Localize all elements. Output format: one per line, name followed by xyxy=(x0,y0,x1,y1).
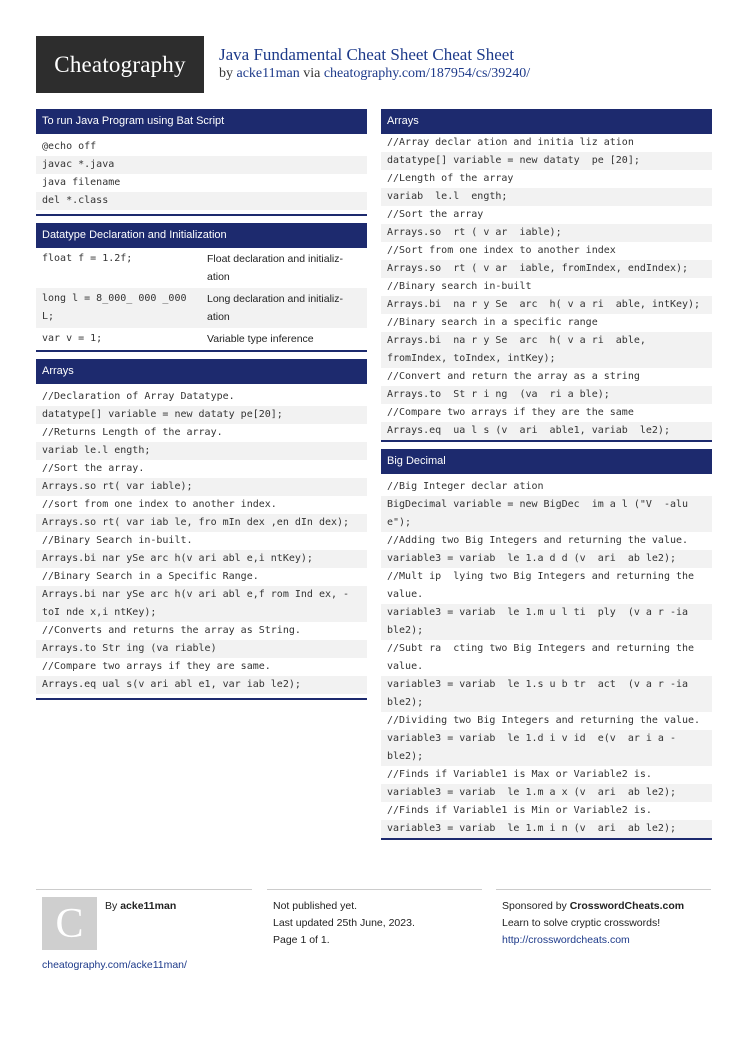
footer-divider xyxy=(36,889,252,890)
datatype-desc: Float declaration and initializ-ation xyxy=(207,253,343,283)
code-line: variable3 = variab le 1.m u l ti ply (v a r -ia ble2); xyxy=(381,604,712,640)
code-line: BigDecimal variable = new BigDec im a l ("V -alu e"); xyxy=(381,496,712,532)
code-line: variable3 = variab le 1.m a x (v ari ab le2); xyxy=(381,784,712,802)
code-line: //Finds if Variable1 is Min or Variable2 is. xyxy=(387,805,652,816)
code-line: variab le.l ength; xyxy=(381,188,712,206)
byline xyxy=(219,66,530,82)
footer-page: Page 1 of 1. xyxy=(273,934,330,946)
code-line: Arrays.so rt ( v ar iable); xyxy=(381,224,712,242)
author-link[interactable]: acke11man xyxy=(236,66,300,81)
code-line: javac *.java xyxy=(36,156,367,174)
code-line: //Length of the array xyxy=(387,173,514,184)
section-title: Datatype Declaration and Initialization xyxy=(36,223,367,248)
code-line: Arrays.so rt ( v ar iable, fromIndex, endIndex); xyxy=(381,260,712,278)
code-line: //Array declar ation and initia liz ation xyxy=(387,137,634,148)
code-line: Arrays.eq ua l s (v ari able1, variab le2); xyxy=(381,422,712,440)
footer-by: By xyxy=(105,900,118,912)
sponsored-prefix: Sponsored by xyxy=(502,900,567,912)
footer-author xyxy=(105,900,176,912)
section-bat-script xyxy=(36,109,367,216)
table-row xyxy=(36,328,367,350)
section-title: Arrays xyxy=(381,109,712,134)
code-line: //Sort from one index to another index xyxy=(387,245,616,256)
byline-via: via xyxy=(303,66,321,81)
code-block xyxy=(36,134,367,214)
code-line: Arrays.to St r i ng (va ri a ble); xyxy=(381,386,712,404)
code-line: //Binary Search in-built. xyxy=(42,535,193,546)
code-line: variable3 = variab le 1.d i v id e(v ar i a -ble2); xyxy=(381,730,712,766)
code-line: //Big Integer declar ation xyxy=(387,481,544,492)
code-line: variable3 = variab le 1.a d d (v ari ab le2); xyxy=(381,550,712,568)
code-line: datatype[] variable = new dataty pe [20]; xyxy=(381,152,712,170)
code-line: del *.class xyxy=(36,192,367,210)
code-line: datatype[] variable = new dataty pe[20]; xyxy=(36,406,367,424)
section-datatype xyxy=(36,223,367,352)
sponsor-tagline: Learn to solve cryptic crosswords! xyxy=(502,917,661,929)
sponsor-name[interactable]: CrosswordCheats.com xyxy=(569,900,685,912)
code-line: //Compare two arrays if they are same. xyxy=(42,661,271,672)
code-block xyxy=(381,474,712,838)
code-line: Arrays.eq ual s(v ari abl e1, var iab le2); xyxy=(36,676,367,694)
section-arrays-right xyxy=(381,109,712,442)
code-line: //Binary search in a specific range xyxy=(387,317,598,328)
code-block xyxy=(381,134,712,440)
code-block xyxy=(36,384,367,698)
page-title[interactable]: Java Fundamental Cheat Sheet Cheat Sheet xyxy=(219,45,515,64)
code-line: //Dividing two Big Integers and returning the value. xyxy=(387,715,701,726)
section-title: Arrays xyxy=(36,359,367,384)
code-line: //sort from one index to another index. xyxy=(42,499,277,510)
datatype-desc: Variable type inference xyxy=(207,333,314,345)
code-line: //Returns Length of the array. xyxy=(42,427,223,438)
code-line: //Mult ip lying two Big Integers and returning the value. xyxy=(387,571,701,600)
footer-published: Not published yet. xyxy=(273,900,358,912)
logo-text: Cheatography xyxy=(54,51,186,77)
right-column xyxy=(381,109,712,847)
code-line: //Declaration of Array Datatype. xyxy=(42,391,235,402)
code-line: Arrays.so rt( var iable); xyxy=(36,478,367,496)
code-line: variable3 = variab le 1.m i n (v ari ab le2); xyxy=(381,820,712,838)
footer-sponsor xyxy=(502,900,684,912)
section-title: To run Java Program using Bat Script xyxy=(36,109,367,134)
code-line: variab le.l ength; xyxy=(36,442,367,460)
footer-author-name[interactable]: acke11man xyxy=(120,900,177,912)
table-row xyxy=(36,248,367,288)
datatype-code: float f = 1.2f; xyxy=(42,253,133,264)
code-line: //Converts and returns the array as String. xyxy=(42,625,301,636)
section-big-decimal xyxy=(381,449,712,840)
code-line: //Adding two Big Integers and returning the value. xyxy=(387,535,689,546)
code-line: //Sort the array xyxy=(387,209,484,220)
code-line: java filename xyxy=(42,177,121,188)
code-line: Arrays.bi na r y Se arc h( v a ri able, fromIndex, toIndex, intKey); xyxy=(381,332,712,368)
avatar-letter: C xyxy=(55,900,84,947)
datatype-desc: Long declaration and initializ-ation xyxy=(207,293,344,323)
code-line: //Finds if Variable1 is Max or Variable2 is. xyxy=(387,769,652,780)
sponsor-url[interactable]: http://crosswordcheats.com xyxy=(502,934,630,946)
code-line: //Sort the array. xyxy=(42,463,145,474)
section-arrays-left xyxy=(36,359,367,700)
code-line: variable3 = variab le 1.s u b tr act (v a r -ia ble2); xyxy=(381,676,712,712)
code-line: Arrays.bi na r y Se arc h( v a ri able, intKey); xyxy=(381,296,712,314)
cheatography-logo[interactable] xyxy=(36,36,204,93)
code-line: //Subt ra cting two Big Integers and returning the value. xyxy=(387,643,701,672)
code-line: Arrays.so rt( var iab le, fro mIn dex ,en dIn dex); xyxy=(36,514,367,532)
author-avatar[interactable] xyxy=(42,897,97,950)
code-line: @echo off xyxy=(42,141,97,152)
footer-updated: Last updated 25th June, 2023. xyxy=(273,917,415,929)
code-line: //Binary search in-built xyxy=(387,281,532,292)
byline-by: by xyxy=(219,66,233,81)
datatype-code: long l = 8_000_ 000 _000 L; xyxy=(42,293,187,322)
code-line: Arrays.bi nar ySe arc h(v ari abl e,f rom Ind ex, -toI nde x,i ntKey); xyxy=(36,586,367,622)
table-row xyxy=(36,288,367,328)
code-line: //Compare two arrays if they are the same xyxy=(387,407,634,418)
sheet-url-link[interactable]: cheatography.com/187954/cs/39240/ xyxy=(323,66,531,81)
code-line: Arrays.to Str ing (va riable) xyxy=(36,640,367,658)
section-title: Big Decimal xyxy=(381,449,712,474)
code-line: //Convert and return the array as a string xyxy=(387,371,640,382)
left-column xyxy=(36,109,367,707)
code-line: //Binary Search in a Specific Range. xyxy=(42,571,259,582)
footer-divider xyxy=(267,889,482,890)
code-line: Arrays.bi nar ySe arc h(v ari abl e,i ntKey); xyxy=(36,550,367,568)
footer-author-url[interactable]: cheatography.com/acke11man/ xyxy=(42,959,187,971)
footer-divider xyxy=(496,889,711,890)
datatype-code: var v = 1; xyxy=(42,333,103,344)
